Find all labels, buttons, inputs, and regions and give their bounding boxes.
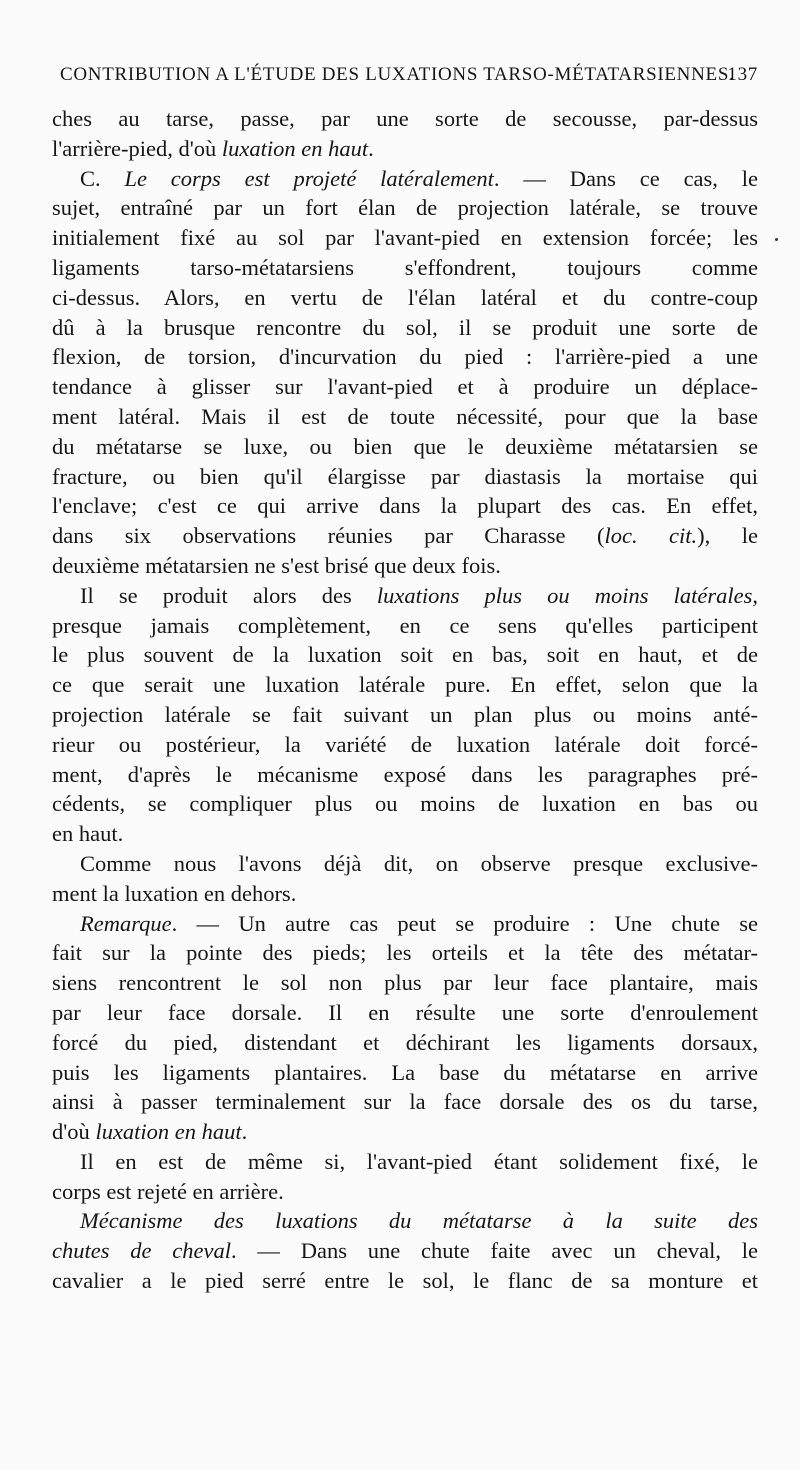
- text-line: [52, 611, 758, 641]
- text-line: [52, 1117, 758, 1147]
- page-number: 137: [727, 64, 758, 85]
- text-line: [52, 432, 758, 462]
- line-text: cédents, se compliquer plus ou moins de luxation en bas ou: [52, 791, 758, 817]
- text-line: [52, 521, 758, 551]
- text-line: [52, 104, 758, 134]
- text-line: [52, 372, 758, 402]
- text-line: [52, 193, 758, 223]
- text-line: [52, 730, 758, 760]
- line-text-after: .: [241, 1119, 248, 1145]
- text-line: [52, 402, 758, 432]
- text-line: [52, 670, 758, 700]
- line-text: projection latérale se fait suivant un plan plus ou moins anté-: [52, 701, 758, 727]
- text-line: [52, 879, 758, 909]
- line-text: C.: [80, 165, 125, 191]
- line-text: l'arrière-pied, d'où: [52, 135, 222, 161]
- italic-phrase: luxation en haut: [95, 1119, 242, 1145]
- text-line: [52, 1087, 758, 1117]
- line-text: tendance à glisser sur l'avant-pied et à produire un déplace-: [52, 374, 758, 400]
- text-line: [52, 1058, 758, 1088]
- line-text: Il se produit alors des: [80, 582, 377, 608]
- line-text: siens rencontrent le sol non plus par leur face plantaire, mais: [52, 970, 758, 996]
- line-text: par leur face dorsale. Il en résulte une sorte d'enroulement: [52, 999, 758, 1025]
- line-text-after: . — Dans ce cas, le: [493, 165, 758, 191]
- line-text: ches au tarse, passe, par une sorte de secousse, par-dessus: [52, 106, 758, 131]
- line-text: fracture, ou bien qu'il élargisse par diastasis la mortaise qui: [52, 463, 758, 489]
- italic-phrase: Mécanisme des luxations du métatarse à la suite des: [80, 1208, 758, 1234]
- text-line: [52, 581, 758, 611]
- line-text-after: . — Dans une chute faite avec un cheval, le: [231, 1238, 758, 1264]
- line-text: fait sur la pointe des pieds; les orteils et la tête des métatar-: [52, 940, 758, 966]
- line-text: ment, d'après le mécanisme exposé dans les paragraphes pré-: [52, 761, 758, 787]
- line-text: d'où: [52, 1119, 96, 1145]
- line-text: Il en est de même si, l'avant-pied étant solidement fixé, le: [80, 1148, 758, 1174]
- text-line: [52, 1206, 758, 1236]
- line-text: corps est rejeté en arrière.: [52, 1178, 284, 1204]
- text-line: [52, 909, 758, 939]
- line-text: ligaments tarso-métatarsiens s'effondrent, toujours comme: [52, 254, 758, 280]
- line-text: puis les ligaments plantaires. La base du métatarse en arrive: [52, 1059, 758, 1085]
- line-text-after: ,: [752, 582, 758, 608]
- line-text: dû à la brusque rencontre du sol, il se produit une sorte de: [52, 314, 758, 340]
- line-text: ainsi à passer terminalement sur la face dorsale des os du tarse,: [52, 1089, 758, 1115]
- text-line: [52, 760, 758, 790]
- running-title: CONTRIBUTION A L'ÉTUDE DES LUXATIONS TARSO-MÉTATARSIENNES.: [60, 64, 735, 85]
- text-line: [52, 819, 758, 849]
- line-text: du métatarse se luxe, ou bien que le deuxième métatarsien se: [52, 433, 758, 459]
- line-text: ment la luxation en dehors.: [52, 880, 297, 906]
- text-line: [52, 1266, 758, 1296]
- line-text: ment latéral. Mais il est de toute nécessité, pour que la base: [52, 403, 758, 429]
- italic-phrase: Remarque: [80, 910, 172, 936]
- text-line: [52, 342, 758, 372]
- text-line: [52, 1177, 758, 1207]
- line-text: deuxième métatarsien ne s'est brisé que deux fois.: [52, 552, 501, 578]
- line-text: Comme nous l'avons déjà dit, on observe presque exclusive-: [80, 850, 758, 876]
- line-text: ci-dessus. Alors, en vertu de l'élan latéral et du contre-coup: [52, 284, 758, 310]
- text-line: [52, 849, 758, 879]
- line-text: sujet, entraîné par un fort élan de projection latérale, se trouve: [52, 195, 758, 221]
- line-text: rieur ou postérieur, la variété de luxation latérale doit forcé-: [52, 731, 758, 757]
- text-line: [52, 164, 758, 194]
- text-line: [52, 968, 758, 998]
- line-text: dans six observations réunies par Charasse (: [52, 523, 605, 549]
- text-line: [52, 700, 758, 730]
- line-text: le plus souvent de la luxation soit en bas, soit en haut, et de: [52, 642, 758, 668]
- line-text: presque jamais complètement, en ce sens qu'elles participent: [52, 612, 758, 638]
- text-line: [52, 462, 758, 492]
- body-text: [52, 104, 758, 1296]
- line-text: l'enclave; c'est ce qui arrive dans la plupart des cas. En effet,: [52, 493, 758, 519]
- text-line: [52, 938, 758, 968]
- text-line: [52, 1028, 758, 1058]
- margin-speck: [775, 238, 778, 241]
- italic-phrase: loc. cit.: [604, 523, 698, 549]
- italic-phrase: Le corps est projeté latéralement: [124, 165, 494, 191]
- line-text: initialement fixé au sol par l'avant-pied en extension forcée; les: [52, 225, 758, 251]
- text-line: [52, 551, 758, 581]
- text-line: [52, 640, 758, 670]
- italic-phrase: chutes de cheval: [52, 1238, 232, 1264]
- line-text-after: ), le: [697, 523, 758, 549]
- line-text: forcé du pied, distendant et déchirant les ligaments dorsaux,: [52, 1029, 758, 1055]
- text-line: [52, 283, 758, 313]
- text-line: [52, 1236, 758, 1266]
- line-text: en haut.: [52, 821, 124, 847]
- italic-phrase: luxation en haut: [221, 135, 369, 161]
- line-text: flexion, de torsion, d'incurvation du pied : l'arrière-pied a une: [52, 344, 758, 370]
- text-line: [52, 134, 758, 164]
- text-line: [52, 491, 758, 521]
- line-text-after: . — Un autre cas peut se produire : Une chute se: [171, 910, 758, 936]
- line-text: ce que serait une luxation latérale pure. En effet, selon que la: [52, 672, 758, 698]
- text-line: [52, 1147, 758, 1177]
- text-line: [52, 313, 758, 343]
- text-line: [52, 789, 758, 819]
- text-line: [52, 998, 758, 1028]
- text-line: [52, 253, 758, 283]
- text-line: [52, 223, 758, 253]
- italic-phrase: luxations plus ou moins latérales: [376, 582, 753, 608]
- line-text: cavalier a le pied serré entre le sol, le flanc de sa monture et: [52, 1268, 758, 1294]
- line-text-after: .: [368, 135, 374, 161]
